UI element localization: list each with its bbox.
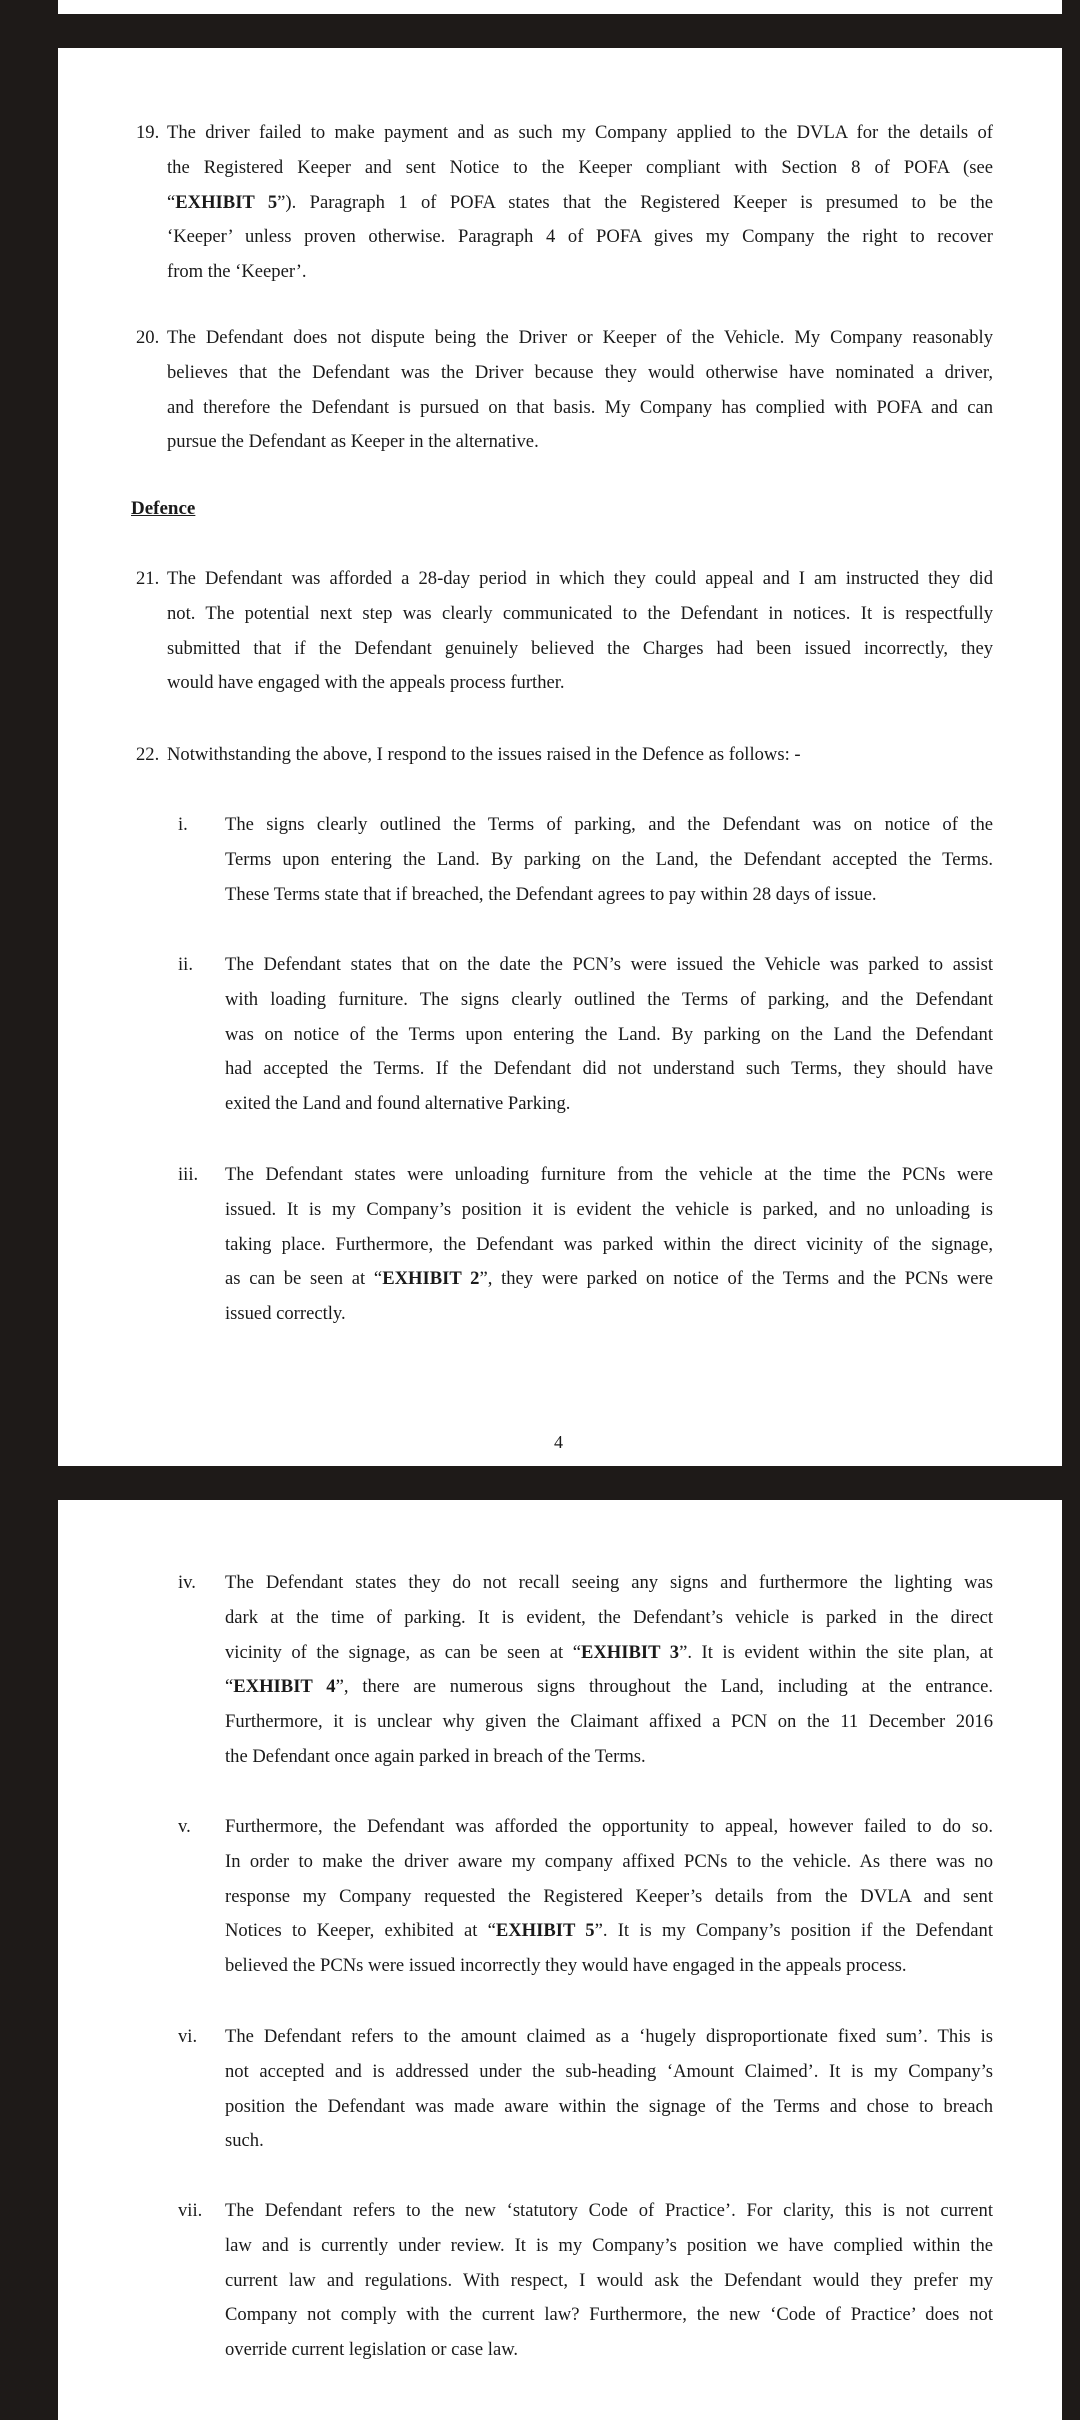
subparagraph-iii-line: The Defendant states were unloading furniture from the vehicle at the time the PCNs were [225,1164,993,1185]
paragraph-19-line [167,186,993,221]
subparagraph-ii-line: with loading furniture. The signs clearly outlined the Terms of parking, and the Defendant [225,988,993,1010]
subparagraph-iv-line: dark at the time of parking. It is evident, the Defendant’s vehicle is parked in the direct [225,1606,993,1628]
subparagraph-v-line: believed the PCNs were issued incorrectly they would have engaged in the appeals process. [225,1955,907,1977]
subparagraph-v-text: ”. It is my Company’s position if the Defendant [594,1920,993,1942]
exhibit-reference: EXHIBIT 5 [175,191,278,213]
subparagraph-ii-line: was on notice of the Terms upon entering the Land. By parking on the Land the Defendant [225,1023,993,1045]
subparagraph-i-line: These Terms state that if breached, the Defendant agrees to pay within 28 days of issue. [225,883,877,905]
subparagraph-vi-line: such. [225,2130,264,2152]
subparagraph-vi-line: not accepted and is addressed under the sub-heading ‘Amount Claimed’. It is my Company’s [225,2060,993,2082]
subparagraph-v-line [225,1914,993,1949]
exhibit-reference: EXHIBIT 2 [382,1268,480,1290]
subparagraph-iv-line [225,1670,993,1705]
section-heading-defence: Defence [131,498,196,519]
document-page-5 [58,1500,1062,2420]
subparagraph-iv-line: Furthermore, it is unclear why given the Claimant affixed a PCN on the 11 December 2016 [225,1711,993,1733]
paragraph-20-line: believes that the Defendant was the Driver because they would otherwise have nominated a driver, [167,361,993,383]
subparagraph-iii [225,1158,993,1332]
subparagraph-iv [225,1566,993,1775]
paragraph-21-number: 21. [136,568,160,589]
exhibit-reference: EXHIBIT 4 [233,1676,336,1698]
quote-mark: “ [225,1676,234,1698]
paragraph-21 [167,562,993,701]
subparagraph-iv-line: the Defendant once again parked in breach of the Terms. [225,1745,646,1767]
subparagraph-vii [225,2194,993,2368]
subparagraph-ii-line: The Defendant states that on the date the PCN’s were issued the Vehicle was parked to assist [225,954,993,975]
paragraph-19-line: ‘Keeper’ unless proven otherwise. Paragraph 4 of POFA gives my Company the right to recover [167,226,993,248]
subparagraph-vi-line: position the Defendant was made aware within the signage of the Terms and chose to breach [225,2095,993,2117]
subparagraph-i-line: Terms upon entering the Land. By parking on the Land, the Defendant accepted the Terms. [225,848,993,870]
subparagraph-ii-line: exited the Land and found alternative Parking. [225,1093,571,1115]
subparagraph-vii-line: current law and regulations. With respect, I would ask the Defendant would they prefer my [225,2269,993,2291]
subparagraph-v [225,1810,993,1984]
exhibit-reference: EXHIBIT 5 [495,1920,595,1942]
paragraph-20-line: pursue the Defendant as Keeper in the alternative. [167,431,539,453]
paragraph-21-line: submitted that if the Defendant genuinely believed the Charges had been issued incorrectly, they [167,637,993,659]
subparagraph-iv-numeral: iv. [178,1572,196,1593]
subparagraph-v-text: Notices to Keeper, exhibited at “ [225,1920,496,1942]
subparagraph-ii-line: had accepted the Terms. If the Defendant did not understand such Terms, they should have [225,1058,993,1080]
paragraph-19-text: ”). Paragraph 1 of POFA states that the Registered Keeper is presumed to be the [277,191,993,213]
paragraph-20-line: and therefore the Defendant is pursued on that basis. My Company has complied with POFA and can [167,396,993,418]
paragraph-19 [167,116,993,290]
subparagraph-iii-line [225,1262,993,1297]
paragraph-20-number: 20. [136,327,160,348]
paragraph-21-line: The Defendant was afforded a 28-day period in which they could appeal and I am instructed they did [167,568,993,589]
subparagraph-iv-line: The Defendant states they do not recall seeing any signs and furthermore the lighting was [225,1572,993,1593]
paragraph-21-line: would have engaged with the appeals process further. [167,672,565,694]
subparagraph-iv-line [225,1636,993,1671]
subparagraph-v-line: In order to make the driver aware my company affixed PCNs to the vehicle. As there was no [225,1850,993,1872]
paragraph-21-line: not. The potential next step was clearly communicated to the Defendant in notices. It is respectfully [167,602,993,624]
subparagraph-iii-line: issued correctly. [225,1303,346,1325]
subparagraph-v-line: response my Company requested the Registered Keeper’s details from the DVLA and sent [225,1885,993,1907]
paragraph-20-line: The Defendant does not dispute being the Driver or Keeper of the Vehicle. My Company reasonably [167,327,993,348]
subparagraph-iv-text: vicinity of the signage, as can be seen at “ [225,1641,581,1663]
subparagraph-ii [225,948,993,1122]
subparagraph-i-line: The signs clearly outlined the Terms of parking, and the Defendant was on notice of the [225,814,993,835]
subparagraph-iii-text: as can be seen at “ [225,1268,383,1290]
subparagraph-iv-text: ”. It is evident within the site plan, at [679,1641,993,1663]
previous-page-edge [58,0,1062,14]
exhibit-reference: EXHIBIT 3 [580,1641,680,1663]
subparagraph-vi-line: The Defendant refers to the amount claimed as a ‘hugely disproportionate fixed sum’. This is [225,2026,993,2047]
paragraph-19-number: 19. [136,122,160,143]
subparagraph-i-numeral: i. [178,814,188,835]
paragraph-19-line: the Registered Keeper and sent Notice to the Keeper compliant with Section 8 of POFA (see [167,156,993,178]
subparagraph-vi [225,2020,993,2159]
subparagraph-iv-text: ”, there are numerous signs throughout the Land, including at the entrance. [335,1676,993,1698]
subparagraph-v-line: Furthermore, the Defendant was afforded the opportunity to appeal, however failed to do so. [225,1816,993,1837]
paragraph-19-line: from the ‘Keeper’. [167,261,307,283]
subparagraph-iii-line: taking place. Furthermore, the Defendant was parked within the direct vicinity of the signage, [225,1233,993,1255]
subparagraph-i [225,808,993,912]
subparagraph-vii-line: law and is currently under review. It is my Company’s position we have complied within the [225,2234,993,2256]
subparagraph-vi-numeral: vi. [178,2026,198,2047]
document-page-4 [58,48,1062,1466]
subparagraph-iii-line: issued. It is my Company’s position it is evident the vehicle is parked, and no unloading is [225,1198,993,1220]
paragraph-20 [167,321,993,460]
subparagraph-iii-text: ”, they were parked on notice of the Terms and the PCNs were [479,1268,993,1290]
subparagraph-vii-line: override current legislation or case law. [225,2339,519,2361]
subparagraph-vii-line: Company not comply with the current law? Furthermore, the new ‘Code of Practice’ does not [225,2304,993,2326]
paragraph-19-line: The driver failed to make payment and as such my Company applied to the DVLA for the details of [167,122,993,143]
paragraph-22-number: 22. [136,744,160,765]
subparagraph-iii-numeral: iii. [178,1164,199,1185]
paragraph-22: Notwithstanding the above, I respond to the issues raised in the Defence as follows: - [167,744,801,765]
quote-mark: “ [167,191,176,213]
page-number: 4 [554,1432,563,1452]
subparagraph-ii-numeral: ii. [178,954,193,975]
subparagraph-v-numeral: v. [178,1816,191,1837]
subparagraph-vii-line: The Defendant refers to the new ‘statutory Code of Practice’. For clarity, this is not current [225,2200,993,2221]
subparagraph-vii-numeral: vii. [178,2200,203,2221]
